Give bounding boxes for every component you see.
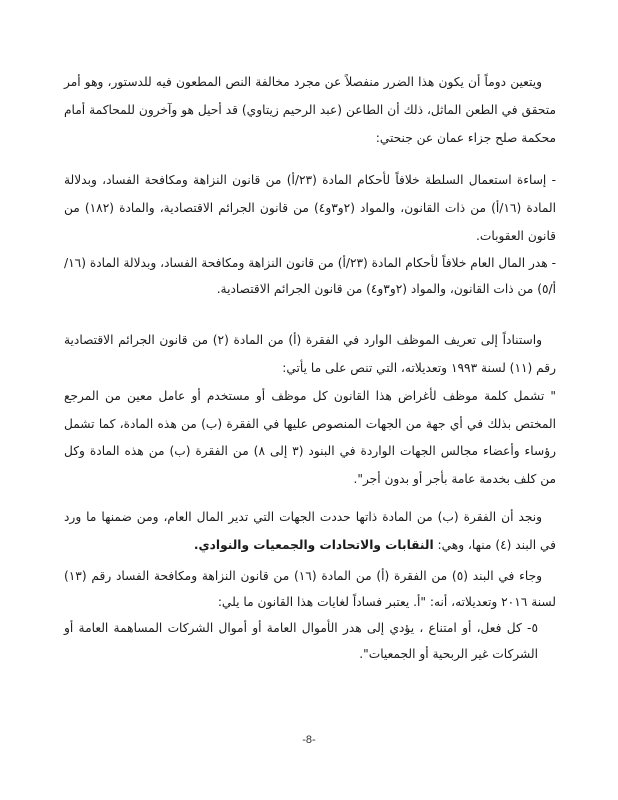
charge-text: - هدر المال العام خلافاً لأحكام المادة (٢٣/أ) من قانون النزاهة ومكافحة الفساد، وبدلالة المادة (١٦/أ/٥) من ذات القانون، والمواد (٢و٣و٤) من قانون الجرائم الاقتصادية. <box>64 256 556 296</box>
paragraph-text: ويتعين دوماً أن يكون هذا الضرر منفصلاً عن مجرد مخالفة النص المطعون فيه للدستور، وهو أمر متحقق في الطعن الماثل، ذلك أن الطاعن (عبد الرحيم زيتاوي) قد أحيل هو وآخرون للمحاكمة أمام محكمة صلح جزاء عمان عن جنحتي: <box>64 75 556 145</box>
paragraph-employee-definition-intro <box>64 326 556 382</box>
quote-employee-definition <box>64 383 556 493</box>
paragraph-text: وجاء في البند (٥) من الفقرة (أ) من المادة (١٦) من قانون النزاهة ومكافحة الفساد رقم (١٣) لسنة ٢٠١٦ وتعديلاته، أنه: "أ. يعتبر فساداً لغايات هذا القانون ما يلي: <box>64 569 556 609</box>
paragraph-text-regular: ونجد أن الفقرة (ب) من المادة ذاتها حددت الجهات التي تدير المال العام، ومن ضمنها ما ورد في البند (٤) منها، وهي: <box>64 510 556 552</box>
charge-waste-public-funds <box>64 250 556 302</box>
quote-item-5 <box>64 615 556 667</box>
entities-list-bold: النقابات والاتحادات والجمعيات والنوادي. <box>193 538 434 552</box>
charge-abuse-of-power <box>64 166 556 250</box>
page-number: -8- <box>302 734 316 746</box>
charge-text: - إساءة استعمال السلطة خلافاً لأحكام المادة (٢٣/أ) من قانون النزاهة ومكافحة الفساد، وبدلالة المادة (١٦/أ) من ذات القانون، والمواد (٢و٣و٤) من قانون الجرائم الاقتصادية، والمادة (١٨٢) من قانون العقوبات. <box>64 173 556 243</box>
paragraph-standing-harm <box>64 68 556 152</box>
paragraph-text: واستناداً إلى تعريف الموظف الوارد في الفقرة (أ) من المادة (٢) من قانون الجرائم الاقتصادية رقم (١١) لسنة ١٩٩٣ وتعديلاته، التي تنص على ما يأتي: <box>64 333 556 375</box>
paragraph-entities <box>64 503 556 559</box>
paragraph-text <box>64 503 556 559</box>
quote-text: " تشمل كلمة موظف لأغراض هذا القانون كل موظف أو مستخدم أو عامل معين من المرجع المختص بذلك في أي جهة من الجهات المنصوص عليها في الفقرة (ب) من هذه المادة، كما تشمل رؤساء وأعضاء مجالس الجهات الواردة في البنود (٣ إلى ٨) من الفقرة (ب) من هذه المادة وكل من كلف بخدمة عامة بأجر أو بدون أجر". <box>64 389 556 486</box>
quote-item-text: ٥- كل فعل، أو امتناع ، يؤدي إلى هدر الأموال العامة أو أموال الشركات المساهمة العامة أو الشركات غير الربحية أو الجمعيات". <box>64 621 538 661</box>
paragraph-integrity-law <box>64 563 556 615</box>
